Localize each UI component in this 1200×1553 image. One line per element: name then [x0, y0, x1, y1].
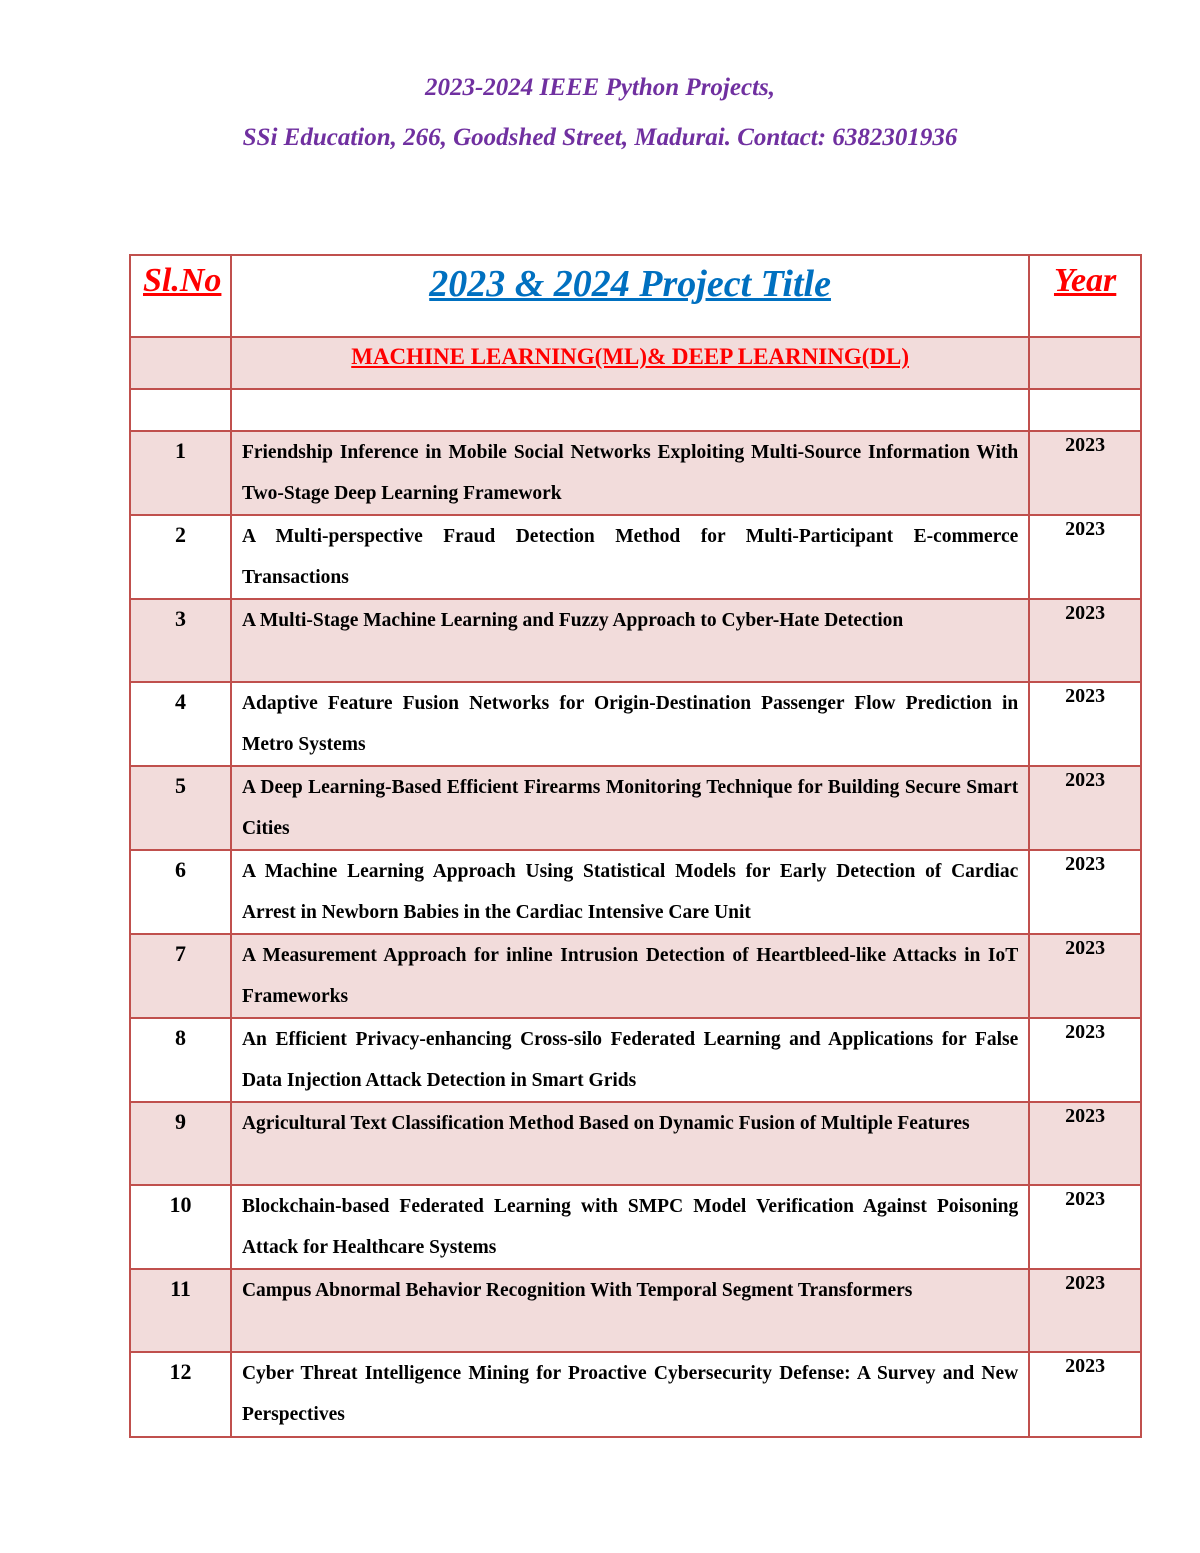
table-header-row — [131, 256, 1140, 338]
row-year: 2023 — [1030, 1019, 1140, 1103]
section-empty-cell — [131, 338, 232, 390]
row-year: 2023 — [1030, 600, 1140, 683]
table-row — [131, 516, 1140, 600]
row-number: 6 — [131, 851, 232, 935]
row-number: 8 — [131, 1019, 232, 1103]
table-row — [131, 1186, 1140, 1270]
column-header-year: Year — [1030, 256, 1140, 338]
row-year: 2023 — [1030, 432, 1140, 516]
table-row — [131, 1353, 1140, 1436]
row-project-title: Agricultural Text Classification Method Based on Dynamic Fusion of Multiple Features — [232, 1103, 1030, 1186]
document-header-title: 2023-2024 IEEE Python Projects, — [424, 74, 775, 101]
row-project-title: Campus Abnormal Behavior Recognition With Temporal Segment Transformers — [232, 1270, 1030, 1353]
row-year: 2023 — [1030, 851, 1140, 935]
row-number: 10 — [131, 1186, 232, 1270]
section-label: MACHINE LEARNING(ML)& DEEP LEARNING(DL) — [232, 338, 1030, 390]
table-row — [131, 600, 1140, 683]
table-row — [131, 767, 1140, 851]
row-number: 1 — [131, 432, 232, 516]
document-header-contact: SSi Education, 266, Goodshed Street, Madurai. Contact: 6382301936 — [242, 124, 958, 151]
row-year: 2023 — [1030, 767, 1140, 851]
blank-cell — [131, 390, 232, 432]
row-number: 7 — [131, 935, 232, 1019]
row-year: 2023 — [1030, 683, 1140, 767]
row-project-title: A Multi-Stage Machine Learning and Fuzzy Approach to Cyber-Hate Detection — [232, 600, 1030, 683]
row-number: 2 — [131, 516, 232, 600]
table-row — [131, 432, 1140, 516]
section-row — [131, 338, 1140, 390]
row-project-title: Cyber Threat Intelligence Mining for Proactive Cybersecurity Defense: A Survey and New Perspectives — [232, 1353, 1030, 1436]
row-number: 9 — [131, 1103, 232, 1186]
projects-table — [129, 254, 1142, 1438]
row-year: 2023 — [1030, 1103, 1140, 1186]
blank-row — [131, 390, 1140, 432]
row-number: 4 — [131, 683, 232, 767]
column-header-title: 2023 & 2024 Project Title — [232, 256, 1030, 338]
row-project-title: Blockchain-based Federated Learning with SMPC Model Verification Against Poisoning Attack for Healthcare Systems — [232, 1186, 1030, 1270]
table-row — [131, 851, 1140, 935]
row-project-title: A Machine Learning Approach Using Statistical Models for Early Detection of Cardiac Arrest in Newborn Babies in the Cardiac Intensive Care Unit — [232, 851, 1030, 935]
row-project-title: A Deep Learning-Based Efficient Firearms Monitoring Technique for Building Secure Smart Cities — [232, 767, 1030, 851]
table-row — [131, 1270, 1140, 1353]
row-year: 2023 — [1065, 1355, 1106, 1377]
column-header-slno: Sl.No — [131, 256, 232, 338]
row-project-title: A Multi-perspective Fraud Detection Method for Multi-Participant E-commerce Transactions — [232, 516, 1030, 600]
table-row — [131, 1019, 1140, 1103]
row-year: 2023 — [1030, 1186, 1140, 1270]
row-number: 12 — [131, 1353, 232, 1436]
row-year: 2023 — [1030, 1270, 1140, 1353]
blank-cell — [1030, 390, 1140, 432]
row-project-title: Friendship Inference in Mobile Social Networks Exploiting Multi-Source Information With Two-Stage Deep Learning Framework — [232, 432, 1030, 516]
row-project-title: An Efficient Privacy-enhancing Cross-silo Federated Learning and Applications for False Data Injection Attack Detection in Smart Grids — [232, 1019, 1030, 1103]
table-row — [131, 683, 1140, 767]
table-row — [131, 1103, 1140, 1186]
blank-cell — [232, 390, 1030, 432]
table-row — [131, 935, 1140, 1019]
row-number: 11 — [131, 1270, 232, 1353]
row-number: 3 — [131, 600, 232, 683]
row-project-title: Adaptive Feature Fusion Networks for Origin-Destination Passenger Flow Prediction in Metro Systems — [232, 683, 1030, 767]
row-project-title: A Measurement Approach for inline Intrusion Detection of Heartbleed-like Attacks in IoT Frameworks — [232, 935, 1030, 1019]
row-number: 5 — [131, 767, 232, 851]
row-year: 2023 — [1030, 516, 1140, 600]
row-year: 2023 — [1030, 935, 1140, 1019]
section-empty-cell — [1030, 338, 1140, 390]
